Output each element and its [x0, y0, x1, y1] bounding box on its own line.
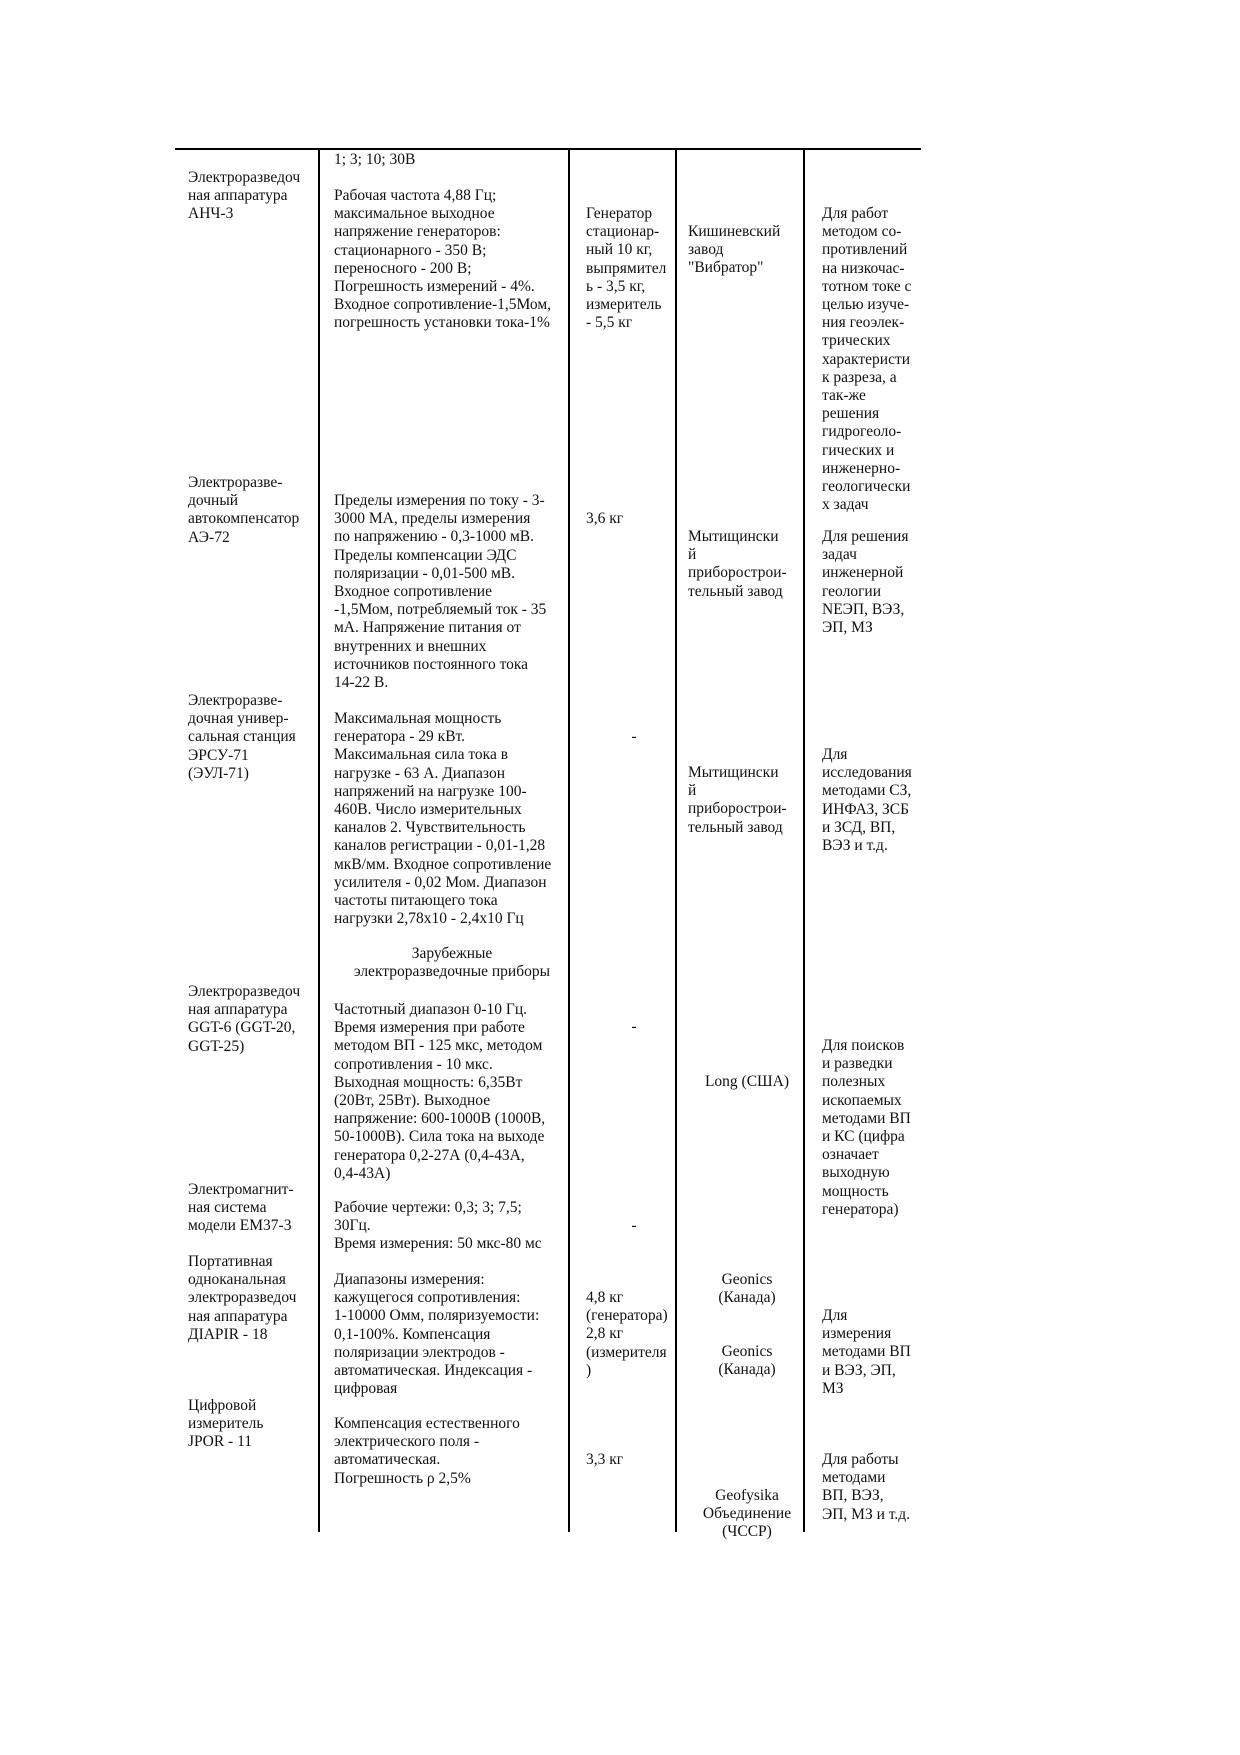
- device-weight-jpor11: 3,3 кг: [586, 1451, 624, 1468]
- device-weight-ersu71: -: [631, 728, 637, 745]
- device-maker-diapir18-b: Geonics (Канада): [718, 1343, 776, 1379]
- device-purpose-jpor11: Для работы методами ВП, ВЭЗ, ЭП, МЗ и т.д.: [822, 1451, 911, 1523]
- device-specs-ersu71: Максимальная мощность генератора - 29 кВт. Максимальная сила тока в нагрузке - 63 А. Диапазон напряжений на нагрузке 100- 460В. Число измерительных каналов 2. Чувствительность каналов регистрации - 0,01-1,28 мкВ/мм. Входное сопротивление усилителя - 0,02 Мом. Диапазон частоты питающего тока нагрузки 2,78х10 - 2,4х10 Гц: [334, 710, 552, 928]
- device-weight-em37: -: [631, 1217, 637, 1234]
- device-name-jpor11: Цифровой измеритель JPOR - 11: [188, 1397, 264, 1451]
- device-purpose-ggt6: Для поисков и разведки полезных ископаемых методами ВП и КС (цифра означает выходную мощность генератора): [822, 1037, 911, 1218]
- device-name-ggt6: Электроразведоч ная аппаратура GGT-6 (GGT-20, GGT-25): [188, 983, 301, 1055]
- device-name-em37: Электромагнит- ная система модели ЕМ37-3: [188, 1181, 294, 1235]
- device-weight-diapir18: 4,8 кг (генератора) 2,8 кг (измерителя ): [586, 1289, 668, 1379]
- column-divider-1: [318, 148, 320, 1532]
- section-heading-foreign: Зарубежные электроразведочные приборы: [353, 945, 551, 981]
- device-specs-ggt6: Частотный диапазон 0-10 Гц. Время измерения при работе методом ВП - 125 мкс, методом сопротивления - 10 мкс. Выходная мощность: 6,35Вт (20Вт, 25Вт). Выходное напряжение: 600-1000В (1000В, 50-1000В). Сила тока на выходе генератора 0,2-27А (0,4-43А, 0,4-43А): [334, 1001, 546, 1182]
- device-purpose-diapir18: Для измерения методами ВП и ВЭЗ, ЭП, МЗ: [822, 1307, 911, 1397]
- device-weight-anch3: Генератор стационар- ный 10 кг, выпрямител ь - 3,5 кг, измеритель - 5,5 кг: [586, 205, 667, 332]
- device-specs-diapir18: Диапазоны измерения: кажущегося сопротивления: 1-10000 Омм, поляризуемости: 0,1-100%. Компенсация поляризации электродов - автоматическая. Индексация - цифровая: [334, 1271, 540, 1398]
- device-maker-diapir18-a: Geonics (Канада): [718, 1271, 776, 1307]
- device-name-ersu71: Электроразве- дочная универ- сальная станция ЭРСУ-71 (ЭУЛ-71): [188, 692, 296, 782]
- column-divider-4: [803, 148, 805, 1532]
- continued-spec-cell: 1; 3; 10; 30В: [334, 151, 416, 168]
- device-specs-ae72: Пределы измерения по току - 3- 3000 МА, пределы измерения по напряжению - 0,3-1000 мВ. Пределы компенсации ЭДС поляризации - 0,01-500 мВ. Входное сопротивление -1,5Мом, потребляемый ток - 35 мА. Напряжение питания от внутренних и внешних источников постоянного тока 14-22 В.: [334, 492, 547, 692]
- device-purpose-ae72: Для решения задач инженерной геологии NЕЭП, ВЭЗ, ЭП, МЗ: [822, 528, 909, 637]
- table-top-rule: [175, 148, 921, 150]
- device-weight-ggt6: -: [631, 1018, 637, 1035]
- device-specs-anch3: Рабочая частота 4,88 Гц; максимальное выходное напряжение генераторов: стационарного - 350 В; переносного - 200 В; Погрешность измерений - 4%. Входное сопротивление-1,5Мом, погрешность установки тока-1%: [334, 187, 552, 332]
- device-maker-jpor11: Geofysika Объединение (ЧССР): [702, 1487, 792, 1541]
- device-name-diapir18: Портативная одноканальная электроразведоч ная аппаратура ДIAPIR - 18: [188, 1253, 297, 1343]
- device-purpose-ersu71: Для исследования методами СЗ, ИНФАЗ, ЗСБ и ЗСД, ВП, ВЭЗ и т.д.: [822, 746, 912, 855]
- device-maker-ae72: Мытищински й приборострои- тельный завод: [688, 528, 787, 600]
- device-maker-anch3: Кишиневский завод "Вибратор": [688, 223, 781, 277]
- device-specs-em37: Рабочие чертежи: 0,3; 3; 7,5; 30Гц. Время измерения: 50 мкс-80 мс: [334, 1199, 542, 1253]
- device-name-anch3: Электроразведоч ная аппаратура АНЧ-3: [188, 169, 301, 223]
- device-specs-jpor11: Компенсация естественного электрического поля - автоматическая. Погрешность ρ 2,5%: [334, 1415, 520, 1487]
- device-maker-ersu71: Мытищински й приборострои- тельный завод: [688, 764, 787, 836]
- device-purpose-anch3: Для работ методом со- противлений на низкочас- тотном токе с целью изуче- ния геоэлек- трических характеристи к разреза, а так-же решения гидрогеоло- гических и инженерно- геологически х задач: [822, 205, 912, 514]
- device-maker-ggt6: Long (США): [704, 1073, 790, 1090]
- device-name-ae72: Электроразве- дочный автокомпенсатор АЭ-72: [188, 474, 300, 546]
- device-weight-ae72: 3,6 кг: [586, 510, 624, 527]
